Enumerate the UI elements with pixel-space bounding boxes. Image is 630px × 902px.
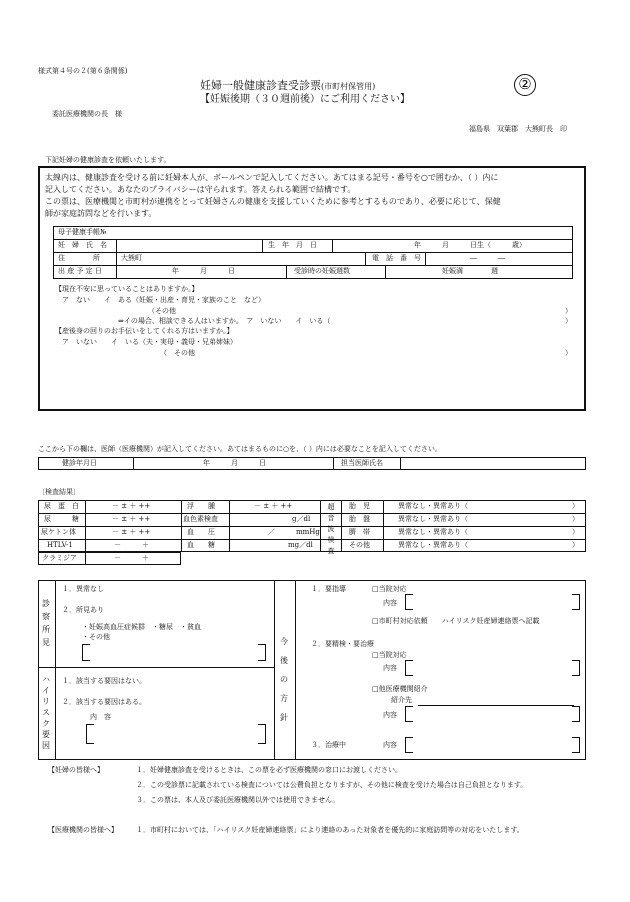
notice-line-4: 師が家庭訪問などを行います。 bbox=[45, 209, 157, 218]
bracket-right bbox=[572, 737, 580, 753]
form-title bbox=[200, 80, 375, 91]
urine-protein-label: 尿 蛋 白 bbox=[44, 502, 79, 510]
close-paren: ） bbox=[572, 528, 579, 536]
pregnant-note-3: ３．この票は、本人及び委託医療機関以外では使用できません。 bbox=[136, 796, 340, 804]
question-help-other: （ その他 bbox=[160, 349, 195, 357]
medical-notice-label: 【医療機関の皆様へ】 bbox=[48, 826, 118, 834]
urine-sugar-label: 尿 糖 bbox=[44, 515, 79, 523]
risk-option-present: ２．該当する要因はある。 bbox=[62, 698, 146, 706]
handbook-label: 母子健康手帳№ bbox=[58, 228, 107, 236]
address-label: 住 所 bbox=[58, 254, 100, 262]
close-paren: ） bbox=[565, 307, 572, 315]
exam-date-label: 健診年月日 bbox=[62, 459, 97, 467]
htlv-value: － ＋ bbox=[114, 541, 149, 549]
content-label: 内容 bbox=[383, 664, 397, 672]
pregnant-note-2: ２．この受診票に記載されている検査については公費負担となりますが、その他に検査を受けた場合は自己負担となります。 bbox=[136, 781, 528, 789]
hemoglobin-unit: g／dl bbox=[292, 515, 311, 523]
question-anxiety-options: ア ない イ ある（妊娠・出産・育児・家族のこと など） bbox=[62, 296, 265, 304]
referral-label: 紹介先 bbox=[391, 696, 412, 704]
policy-guidance-inhouse: □当院対応 bbox=[372, 585, 407, 593]
bracket-left bbox=[405, 706, 413, 722]
bracket-left bbox=[86, 724, 94, 744]
name-label: 妊 婦 氏 名 bbox=[58, 241, 107, 249]
pregnant-note-1: １．妊婦健康診査を受けるときは、この票を必ず医療機関の窓口にお渡しください。 bbox=[136, 766, 402, 774]
exam-date-table bbox=[38, 457, 586, 470]
doctor-name-label: 担当医師氏名 bbox=[341, 459, 383, 467]
urine-ketone-label: 尿ケトン体 bbox=[41, 528, 76, 536]
blood-pressure-label: 血 圧 bbox=[187, 528, 215, 536]
circle-number: ② bbox=[514, 74, 536, 96]
umbilical-value: 異常なし・異常あり（ bbox=[398, 528, 468, 536]
placenta-value: 異常なし・異常あり（ bbox=[398, 515, 468, 523]
weeks-label: 受診時の妊娠週数 bbox=[294, 267, 350, 275]
policy-guidance: １．要指導 bbox=[311, 585, 346, 593]
bracket-right bbox=[572, 660, 580, 676]
dob-value: 年 月 日生（ 歳） bbox=[414, 241, 526, 249]
due-date-value: 年 月 日 bbox=[172, 267, 235, 275]
hemoglobin-label: 血色素検査 bbox=[183, 515, 218, 523]
bracket-left bbox=[405, 660, 413, 676]
pregnant-notice-label: 【妊婦の皆様へ】 bbox=[48, 766, 104, 774]
fetus-label: 胎 児 bbox=[349, 502, 370, 510]
policy-under-treatment: ３．治療中 bbox=[311, 741, 346, 749]
doctor-instruction: ここから下の欄は、医師（医療機関）が記入してください。あてはまるものに○を、（ ）内には必要なことを記入してください。 bbox=[38, 445, 442, 453]
close-paren: ） bbox=[565, 317, 572, 325]
diagnosis-option-findings: ２．所見あり bbox=[62, 606, 104, 614]
addressee: 委託医療機関の長 様 bbox=[52, 110, 122, 118]
phone-value: ― ― bbox=[470, 254, 505, 262]
us-other-label: その他 bbox=[349, 541, 370, 549]
form-subtitle: 【妊娠後期（３０週前後）にご利用ください】 bbox=[200, 94, 410, 105]
htlv-label: HTLV-1 bbox=[47, 541, 73, 549]
notice-line-1: 太線内は、健康診査を受ける前に妊婦本人が、ボールペンで記入してください。あてはまる記号・番号を○で囲むか、（ ）内に bbox=[45, 173, 499, 182]
notice-line-3: この票は、医療機関と市町村が連携をとって妊婦さんの健康を支援していくために参考とするものであり、必要に応じて、保健 bbox=[45, 197, 501, 206]
policy-treatment-inhouse: □当院対応 bbox=[372, 651, 407, 659]
title-main: 妊婦一般健康診査受診票 bbox=[200, 79, 321, 92]
risk-option-none: １．該当する要因はない。 bbox=[62, 677, 146, 685]
urine-sugar-value: － ± ＋ ++ bbox=[112, 515, 151, 523]
notice-line-2: 記入してください。あなたのプライバシーは守られます。答えられる範囲で結構です。 bbox=[45, 185, 356, 194]
urine-protein-value: － ± ＋ ++ bbox=[112, 502, 151, 510]
bracket-right bbox=[572, 706, 580, 722]
fetus-value: 異常なし・異常あり（ bbox=[398, 502, 468, 510]
question-help-options: ア いない イ いる（夫・実母・義母・兄弟姉妹） bbox=[62, 338, 237, 346]
question-anxiety: 【現在不安に思っていることはありますか。】 bbox=[55, 285, 199, 293]
bracket-right bbox=[258, 724, 266, 744]
bracket-left bbox=[405, 594, 413, 610]
form-number: 様式第４号の２(第６条関係) bbox=[38, 67, 128, 75]
question-consult: ⇒イの場合、相談できる人はいますか。 ア いない イ いる（ bbox=[118, 317, 331, 325]
urine-ketone-value: － ± ＋ ++ bbox=[112, 528, 151, 536]
address-value: 大熊町 bbox=[121, 254, 142, 262]
blood-sugar-unit: mg／dl bbox=[288, 541, 313, 549]
edema-label: 浮 腫 bbox=[187, 502, 215, 510]
diagnosis-option-normal: １．異常なし bbox=[62, 585, 104, 593]
dob-label: 生 年 月 日 bbox=[268, 241, 317, 249]
risk-content-label: 内 容 bbox=[90, 713, 111, 721]
policy-municipal-request: □市町村対応依頼 ハイリスク妊産婦連絡票へ記載 bbox=[372, 617, 540, 625]
edema-value: － ± ＋ ++ bbox=[254, 502, 293, 510]
chlamydia-label: クラミジア bbox=[42, 554, 77, 562]
content-label: 内容 bbox=[383, 741, 397, 749]
close-paren: ） bbox=[572, 515, 579, 523]
bracket-left bbox=[82, 644, 90, 661]
close-paren: ） bbox=[572, 502, 579, 510]
policy-label: 今後の方針 bbox=[280, 637, 288, 722]
weeks-value: 妊娠満 週 bbox=[442, 267, 498, 275]
policy-treatment: ２．要精検・要治療 bbox=[311, 640, 374, 648]
bracket-left bbox=[405, 737, 413, 753]
bracket-right bbox=[258, 644, 266, 661]
close-paren: ） bbox=[565, 349, 572, 357]
phone-label: 電 話 番 号 bbox=[372, 254, 421, 262]
question-anxiety-other: （その他 bbox=[148, 307, 176, 315]
policy-referral: □他医療機関紹介 bbox=[372, 685, 428, 693]
close-paren: ） bbox=[572, 541, 579, 549]
question-help: 【産後身の回りのお手伝いをしてくれる方はいますか。】 bbox=[55, 327, 234, 335]
blood-pressure-value: ／ bbox=[268, 528, 275, 536]
diagnosis-label: 診察所見 bbox=[42, 599, 50, 647]
medical-note: １．市町村においては、「ハイリスク妊産婦連絡票」により連絡のあった対象者を優先的に家庭訪問等の対応をいたします。 bbox=[136, 826, 524, 834]
umbilical-label: 臍 帯 bbox=[349, 528, 370, 536]
request-text: 下記妊婦の健康診査を依頼いたします。 bbox=[45, 156, 171, 164]
issuer: 福島県 双葉郡 大熊町長 印 bbox=[469, 125, 567, 133]
chlamydia-value: － ＋ bbox=[114, 554, 149, 562]
bracket-right bbox=[572, 594, 580, 610]
diagnosis-findings-list: ・妊娠高血圧症候群 ・糖尿 ・貧血 bbox=[82, 623, 201, 631]
placenta-label: 胎 盤 bbox=[349, 515, 370, 523]
content-label: 内容 bbox=[383, 599, 397, 607]
blood-sugar-label: 血 糖 bbox=[187, 541, 215, 549]
blood-pressure-unit: mmHg bbox=[296, 528, 320, 536]
findings-table bbox=[38, 580, 586, 760]
results-title: 〔検査結果〕 bbox=[38, 488, 80, 496]
exam-date-value: 年 月 日 bbox=[203, 459, 266, 467]
ultrasound-label: 超音波検査 bbox=[327, 503, 335, 555]
risk-label: ハイリスク要因 bbox=[42, 675, 50, 750]
due-date-label: 出 産 予 定 日 bbox=[58, 267, 102, 275]
content-label: 内容 bbox=[383, 711, 397, 719]
title-sub: (市町村保管用) bbox=[321, 82, 376, 91]
diagnosis-other: ・その他 bbox=[82, 633, 110, 641]
us-other-value: 異常なし・異常あり（ bbox=[398, 541, 468, 549]
